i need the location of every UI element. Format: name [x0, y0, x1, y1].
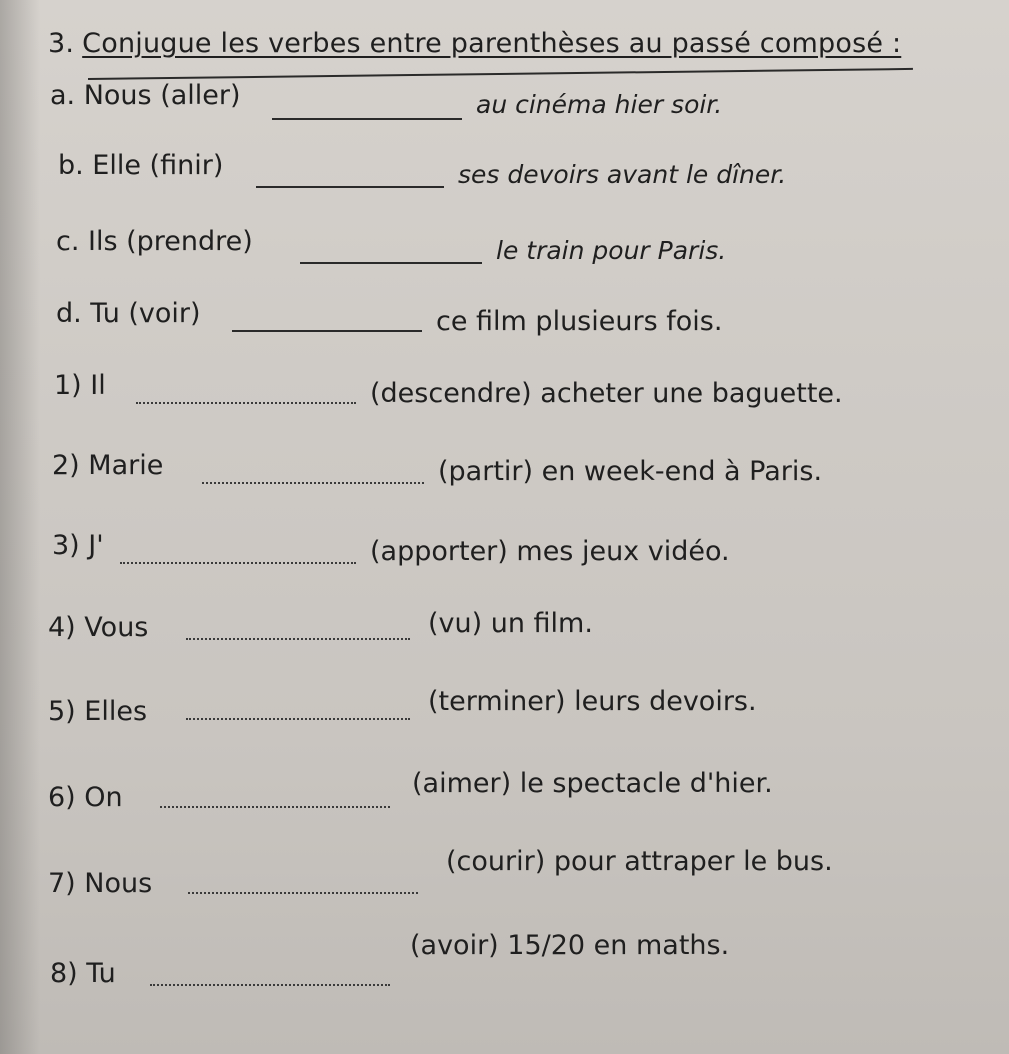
item-1-blank[interactable] — [136, 402, 356, 404]
item-3-blank[interactable] — [120, 562, 356, 564]
item-2-prefix: 2) Marie — [52, 450, 164, 481]
item-1-prefix: 1) Il — [54, 370, 106, 401]
item-a-prefix: a. Nous (aller) — [50, 80, 241, 111]
item-d-suffix: ce film plusieurs fois. — [436, 306, 723, 337]
item-b-suffix: ses devoirs avant le dîner. — [458, 160, 787, 189]
item-5-prefix: 5) Elles — [48, 696, 148, 727]
item-4-blank[interactable] — [186, 638, 410, 640]
item-2-blank[interactable] — [202, 482, 424, 484]
item-a-blank[interactable] — [272, 118, 462, 120]
item-5-blank[interactable] — [186, 718, 410, 720]
item-6-prefix: 6) On — [48, 782, 123, 813]
item-b-blank[interactable] — [256, 186, 444, 188]
item-1-suffix: (descendre) acheter une baguette. — [370, 378, 843, 409]
item-6-blank[interactable] — [160, 806, 390, 808]
exercise-instruction: Conjugue les verbes entre parenthèses au passé composé : — [82, 28, 902, 59]
item-c-prefix: c. Ils (prendre) — [56, 226, 253, 257]
item-c-blank[interactable] — [300, 262, 482, 264]
exercise-number: 3. — [48, 28, 75, 59]
item-3-suffix: (apporter) mes jeux vidéo. — [370, 536, 730, 567]
page-shadow — [0, 0, 40, 1054]
item-d-blank[interactable] — [232, 330, 422, 332]
item-7-prefix: 7) Nous — [48, 868, 153, 899]
item-d-prefix: d. Tu (voir) — [56, 298, 201, 329]
item-2-suffix: (partir) en week-end à Paris. — [438, 456, 823, 487]
item-7-suffix: (courir) pour attraper le bus. — [446, 846, 833, 877]
item-a-suffix: au cinéma hier soir. — [476, 90, 723, 119]
item-8-suffix: (avoir) 15/20 en maths. — [410, 930, 730, 961]
item-3-prefix: 3) J' — [52, 530, 104, 561]
item-6-suffix: (aimer) le spectacle d'hier. — [412, 768, 773, 799]
item-b-prefix: b. Elle (finir) — [58, 150, 224, 181]
title-underline — [88, 68, 913, 80]
item-c-suffix: le train pour Paris. — [496, 236, 727, 265]
exercise-title — [48, 28, 901, 59]
item-4-prefix: 4) Vous — [48, 612, 149, 643]
item-8-blank[interactable] — [150, 984, 390, 986]
item-7-blank[interactable] — [188, 892, 418, 894]
item-4-suffix: (vu) un film. — [428, 608, 593, 639]
item-8-prefix: 8) Tu — [50, 958, 116, 989]
item-5-suffix: (terminer) leurs devoirs. — [428, 686, 757, 717]
